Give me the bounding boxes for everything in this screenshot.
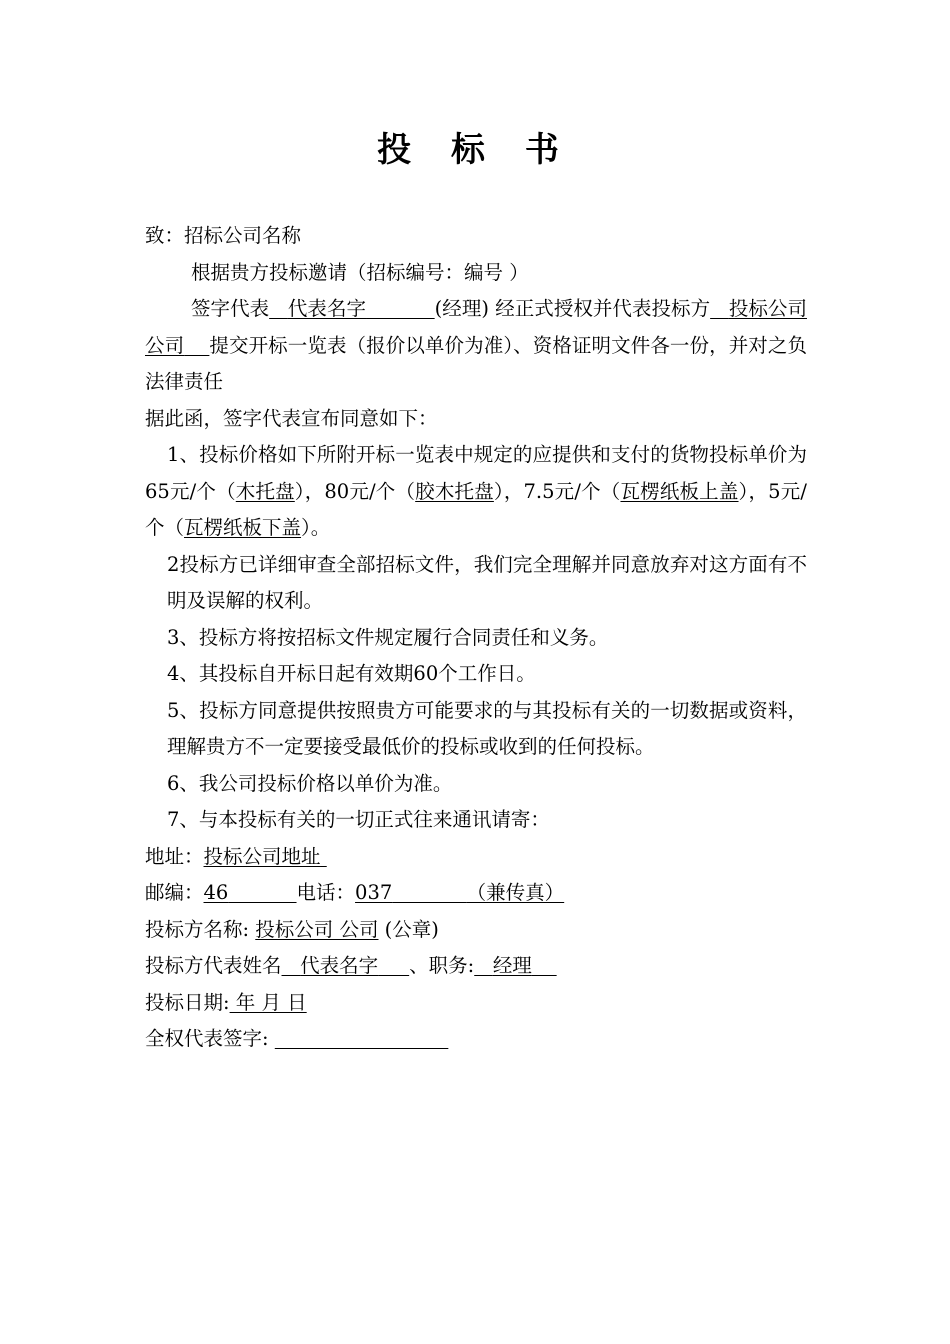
duty-label: 、职务: <box>409 954 475 977</box>
item-7: 7、与本投标有关的一切正式往来通讯请寄： <box>167 808 550 831</box>
item-4: 4、其投标自开标日起有效期60个工作日。 <box>167 662 536 685</box>
bidder-company: 投标公司 公司 <box>145 297 807 357</box>
signatory-name: 代表名字 <box>287 297 367 320</box>
bid-date-line <box>145 985 807 1022</box>
bid-date-value: 年 月 日 <box>229 990 307 1014</box>
fax-note: （兼传真） <box>466 881 565 904</box>
phone-value: 037 <box>355 881 393 904</box>
postcode-value: 46 <box>203 881 229 904</box>
representative-value: 代表名字 <box>300 954 379 977</box>
postcode-label: 邮编： <box>145 881 204 904</box>
bidder-name-line <box>145 912 807 949</box>
item-1 <box>145 437 807 547</box>
bidder-name-label: 投标方名称: <box>145 917 256 941</box>
signature-blank <box>275 1027 449 1050</box>
address-field <box>204 845 327 868</box>
item-2: 2投标方已详细审查全部招标文件，我们完全理解并同意放弃对这方面有不明及误解的权利。 <box>167 552 807 612</box>
signature-line <box>145 1021 807 1058</box>
signatory-paragraph <box>145 291 807 401</box>
document-title: 投 标 书 <box>377 130 573 170</box>
duty-field <box>474 954 556 977</box>
item-5: 5、投标方同意提供按照贵方可能要求的与其投标有关的一切数据或资料，理解贵方不一定要接受最低价的投标或收到的任何投标。 <box>167 698 807 758</box>
contact-line <box>145 875 807 912</box>
representative-label: 投标方代表姓名 <box>145 954 282 977</box>
bid-date-label: 投标日期: <box>145 990 230 1014</box>
basis-line: 根据贵方投标邀请（招标编号：编号 ） <box>191 260 529 284</box>
recipient-line <box>145 218 807 255</box>
address-line <box>145 839 807 876</box>
postcode-field <box>204 881 297 904</box>
signatory-suffix: 提交开标一览表（报价以单价为准）、资格证明文件各一份，并对之负法律责任 <box>145 333 807 393</box>
product-carton-bottom: 瓦楞纸板下盖 <box>184 516 302 539</box>
item-1-text-d: ），5元/个（ <box>145 479 807 539</box>
address-value: 投标公司地址 <box>203 844 321 868</box>
item-1-text-c: ），7.5元/个（ <box>493 479 621 503</box>
phone-label: 电话： <box>296 881 356 904</box>
product-bakelite-pallet: 胶木托盘 <box>415 479 494 503</box>
phone-field <box>355 881 564 904</box>
signatory-prefix: 签字代表 <box>191 297 270 320</box>
item-1-text-b: ），80元/个（ <box>294 479 416 503</box>
address-label: 地址： <box>145 844 204 868</box>
item-1-text-a: 1、投标价格如下所附开标一览表中规定的应提供和支付的货物投标单价为65元/个（ <box>145 443 807 503</box>
signatory-middle-text: (经理) 经正式授权并代表投标方 <box>434 297 711 320</box>
seal-note: (公章) <box>378 917 439 941</box>
recipient-company: 招标公司名称 <box>184 224 302 247</box>
bidder-name-value: 投标公司 公司 <box>255 917 379 941</box>
item-1-text-e: ）。 <box>301 516 331 539</box>
representative-line <box>145 948 807 985</box>
representative-field <box>282 954 410 977</box>
item-3: 3、投标方将按招标文件规定履行合同责任和义务。 <box>167 625 609 649</box>
signature-label: 全权代表签字: <box>145 1027 275 1050</box>
declaration-line: 据此函，签字代表宣布同意如下： <box>145 406 438 430</box>
recipient-prefix: 致： <box>145 224 185 247</box>
item-6: 6、我公司投标价格以单价为准。 <box>167 771 453 795</box>
product-wood-pallet: 木托盘 <box>235 479 295 503</box>
product-carton-top: 瓦楞纸板上盖 <box>620 479 739 503</box>
signatory-name-field <box>269 297 434 320</box>
document-body <box>145 218 807 1058</box>
duty-value: 经理 <box>492 954 532 977</box>
